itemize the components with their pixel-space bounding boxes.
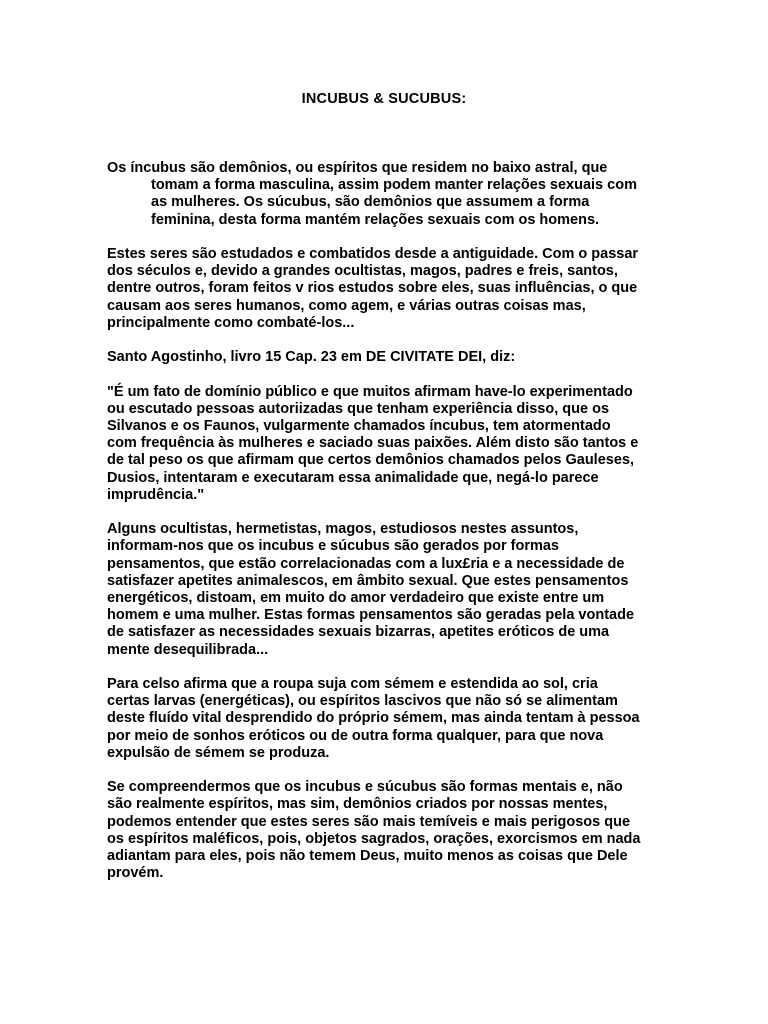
- text-line: os espíritos maléficos, pois, objetos sagrados, orações, exorcismos em nada: [107, 830, 641, 847]
- text-line: adiantam para eles, pois não temem Deus, muito menos as coisas que Dele: [107, 848, 628, 865]
- text-line: energéticos, distoam, em muito do amor verdadeiro que existe entre um: [107, 590, 605, 607]
- paragraph-citation: [107, 349, 667, 366]
- text-line: Estes seres são estudados e combatidos desde a antiguidade. Com o passar: [107, 246, 639, 262]
- text-line: expulsão de sémem se produza.: [107, 744, 330, 761]
- paragraph-conclusion: [107, 779, 667, 882]
- text-line: Santo Agostinho, livro 15 Cap. 23 em DE CIVITATE DEI, diz:: [107, 349, 516, 366]
- text-line: tomam a forma masculina, assim podem manter relações sexuais com: [151, 177, 637, 194]
- text-line: dentre outros, foram feitos v rios estudos sobre eles, suas influências, o que: [107, 280, 638, 297]
- text-line: são realmente espíritos, mas sim, demônios criados por nossas mentes,: [107, 796, 608, 813]
- text-line: homem e uma mulher. Estas formas pensamentos são geradas pela vontade: [107, 607, 635, 624]
- paragraph-quote: [107, 384, 667, 504]
- text-line: com frequência às mulheres e saciado suas paixões. Além disto são tantos e: [107, 435, 639, 452]
- text-line: por meio de sonhos eróticos ou de outra forma qualquer, para que nova: [107, 727, 604, 744]
- document-body: [107, 160, 667, 900]
- text-line: Alguns ocultistas, hermetistas, magos, estudiosos nestes assuntos,: [107, 521, 579, 538]
- text-line: de tal peso os que afirmam que certos demônios chamados pelos Gauleses,: [107, 452, 634, 469]
- text-line: principalmente como combaté-los...: [107, 314, 355, 331]
- paragraph-paracelso: [107, 676, 667, 762]
- text-line: mente desequilibrada...: [107, 641, 269, 658]
- text-line: ou escutado pessoas autoriizadas que tenham experiência disso, que os: [107, 400, 610, 417]
- text-line: dos séculos e, devido a grandes ocultistas, magos, padres e freis, santos,: [107, 263, 618, 280]
- text-line: Silvanos e os Faunos, vulgarmente chamados íncubus, tem atormentado: [107, 418, 611, 434]
- paragraph-intro: [107, 160, 667, 229]
- text-line: de satisfazer as necessidades sexuais bizarras, apetites eróticos de uma: [107, 624, 610, 641]
- document-title: INCUBUS & SUCUBUS:: [301, 91, 467, 107]
- text-line: certas larvas (energéticas), ou espíritos lascivos que não só se alimentam: [107, 693, 618, 710]
- text-line: Dusios, intentaram e executaram essa animalidade que, negá-lo parece: [107, 469, 599, 486]
- text-line: feminina, desta forma mantém relações sexuais com os homens.: [151, 211, 600, 228]
- paragraph-history: [107, 246, 667, 332]
- text-line: podemos entender que estes seres são mais temíveis e mais perigosos que: [107, 813, 631, 830]
- text-line: provém.: [107, 865, 164, 882]
- text-line: Se compreendermos que os incubus e súcubus são formas mentais e, não: [107, 779, 623, 796]
- text-line: imprudência.": [107, 486, 205, 503]
- text-line: Os íncubus são demônios, ou espíritos que residem no baixo astral, que: [107, 160, 608, 176]
- text-line: Para celso afirma que a roupa suja com sémem e estendida ao sol, cria: [107, 676, 598, 693]
- text-line: pensamentos, que estão correlacionadas com a lux£ria e a necessidade de: [107, 555, 625, 572]
- text-line: informam-nos que os incubus e súcubus são gerados por formas: [107, 538, 559, 555]
- text-line: satisfazer apetites animalescos, em âmbito sexual. Que estes pensamentos: [107, 572, 629, 589]
- text-line: causam aos seres humanos, como agem, e várias outras coisas mas,: [107, 297, 586, 314]
- text-line: as mulheres. Os súcubus, são demônios que assumem a forma: [151, 194, 590, 211]
- paragraph-thought-forms: [107, 521, 667, 659]
- text-line: "É um fato de domínio público e que muitos afirmam have-lo experimentado: [107, 383, 633, 400]
- text-line: deste fluído vital desprendido do próprio sémem, mas ainda tentam à pessoa: [107, 710, 640, 727]
